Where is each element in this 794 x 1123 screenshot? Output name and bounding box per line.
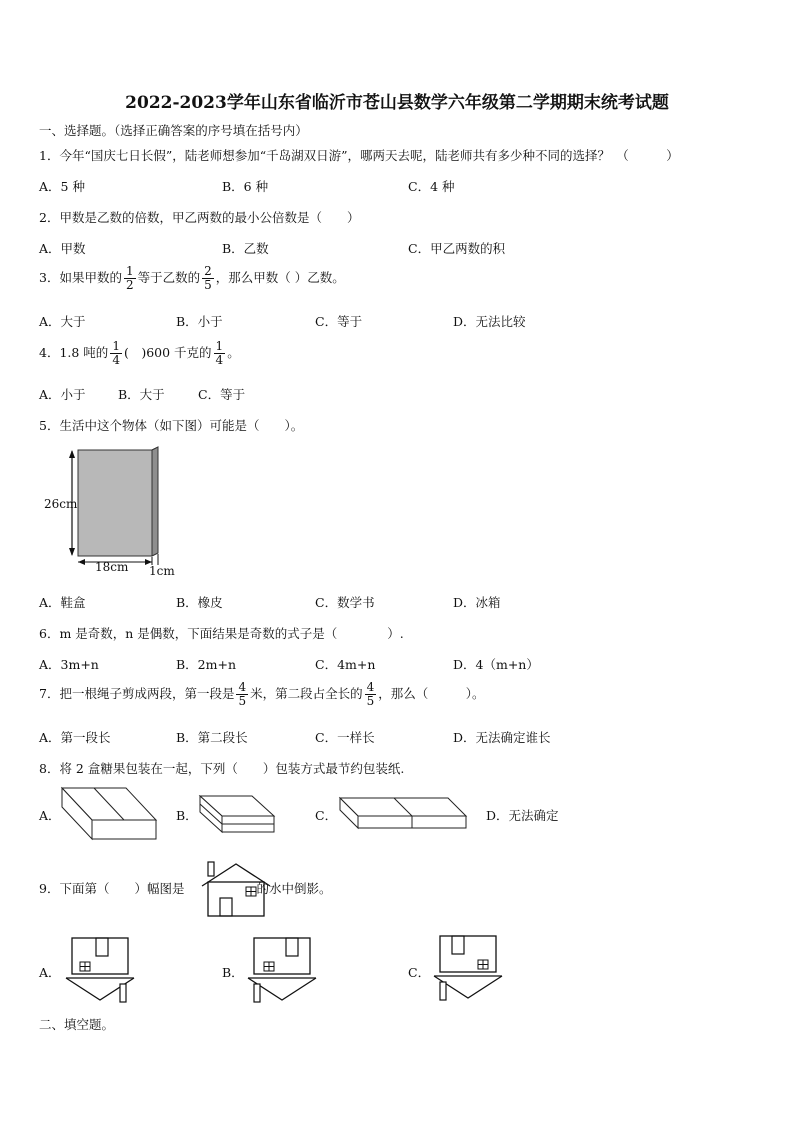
q8-option-c: C． (315, 808, 338, 823)
question-6: 6．m 是奇数，n 是偶数，下面结果是奇数的式子是（ ）. (39, 626, 404, 641)
box-front-face (78, 447, 158, 556)
q7-text-3: ，那么（ ）。 (378, 686, 485, 701)
box-side-face (152, 447, 158, 556)
q9-text-2: 的水中倒影。 (256, 881, 332, 896)
page-title: 2022-2023学年山东省临沂市苍山县数学六年级第二学期期末统考试题 (125, 93, 669, 113)
q2-option-c: C．甲乙两数的积 (408, 241, 506, 256)
q1-option-b: B．6 种 (222, 179, 269, 194)
question-5: 5．生活中这个物体（如下图）可能是（ ）。 (39, 418, 304, 433)
q3-text-1: 3．如果甲数的 (39, 270, 122, 285)
q1-option-a: A．5 种 (39, 179, 85, 194)
reflection-option-b (246, 936, 318, 1004)
q5-option-a: A．鞋盒 (39, 595, 86, 610)
q8-package-b (198, 794, 278, 834)
q8-package-c (338, 796, 470, 832)
q4-option-b: B．大于 (118, 387, 165, 402)
width-label: 18cm (95, 560, 129, 574)
q8-option-d: D．无法确定 (486, 808, 559, 823)
question-9 (39, 879, 331, 897)
q3-text-2: 等于乙数的 (137, 270, 201, 285)
q7-option-d: D．无法确定谁长 (453, 730, 551, 745)
fraction: $\frac{1}{4}$ (215, 339, 224, 367)
q5-option-b: B．橡皮 (176, 595, 223, 610)
q5-option-d: D．冰箱 (453, 595, 501, 610)
q7-option-b: B．第二段长 (176, 730, 248, 745)
q9-text-1: 9．下面第（ ）幅图是 (39, 881, 185, 896)
q2-option-b: B．乙数 (222, 241, 269, 256)
q7-text-2: 米，第二段占全长的 (250, 686, 363, 701)
reflection-option-a (64, 936, 136, 1004)
question-4 (39, 340, 240, 367)
fraction: $\frac{1}{4}$ (112, 339, 120, 367)
q3-option-d: D．无法比较 (453, 314, 526, 329)
book-figure (40, 445, 190, 580)
reflection-option-c (432, 934, 504, 1002)
q7-option-c: C．一样长 (315, 730, 375, 745)
question-1: 1．今年“国庆七日长假”，陆老师想参加“千岛湖双日游”，哪两天去呢，陆老师共有多少种不同的选择？ （ ） (39, 148, 679, 163)
q6-option-b: B．2m+n (176, 657, 237, 672)
height-label: 26cm (44, 497, 78, 511)
house-icon (200, 860, 272, 920)
q4-text-3: 。 (227, 345, 240, 360)
q6-option-a: A．3m+n (39, 657, 99, 672)
arrow-down-icon (69, 548, 75, 556)
q6-option-d: D．4（m+n） (453, 657, 539, 672)
arrow-left-icon (78, 559, 85, 565)
question-7 (39, 681, 485, 708)
q8-option-b: B． (176, 808, 198, 823)
q9-option-b: B． (222, 965, 244, 980)
q4-text-2: ( )600 千克的 (123, 345, 212, 360)
q3-option-c: C．等于 (315, 314, 363, 329)
fraction: $\frac{1}{2}$ (125, 264, 134, 292)
q4-option-c: C．等于 (198, 387, 246, 402)
q4-text-1: 4．1.8 吨的 (39, 345, 109, 360)
section-heading-fill: 二、填空题。 (39, 1017, 115, 1032)
q7-text-1: 7．把一根绳子剪成两段，第一段是 (39, 686, 235, 701)
q9-option-a: A． (39, 965, 61, 980)
q7-option-a: A．第一段长 (39, 730, 111, 745)
fraction: $\frac{2}{5}$ (204, 264, 212, 292)
question-3 (39, 265, 345, 292)
q8-package-a (60, 786, 160, 842)
q2-option-a: A．甲数 (39, 241, 86, 256)
fraction: $\frac{4}{5}$ (366, 680, 375, 708)
q1-option-c: C．4 种 (408, 179, 455, 194)
q3-option-b: B．小于 (176, 314, 223, 329)
question-8: 8．将 2 盒糖果包装在一起，下列（ ）包装方式最节约包装纸. (39, 761, 405, 776)
arrow-up-icon (69, 450, 75, 458)
section-heading-choice: 一、选择题。（选择正确答案的序号填在括号内） (39, 123, 308, 138)
q3-option-a: A．大于 (39, 314, 86, 329)
q6-option-c: C．4m+n (315, 657, 376, 672)
q5-option-c: C．数学书 (315, 595, 375, 610)
q3-text-3: ，那么甲数（ ）乙数。 (215, 270, 345, 285)
q4-option-a: A．小于 (39, 387, 86, 402)
q8-option-a: A． (39, 808, 61, 823)
depth-label: 1cm (149, 564, 175, 578)
question-2: 2．甲数是乙数的倍数，甲乙两数的最小公倍数是（ ） (39, 210, 360, 225)
q9-option-c: C． (408, 965, 431, 980)
fraction: $\frac{4}{5}$ (238, 680, 247, 708)
